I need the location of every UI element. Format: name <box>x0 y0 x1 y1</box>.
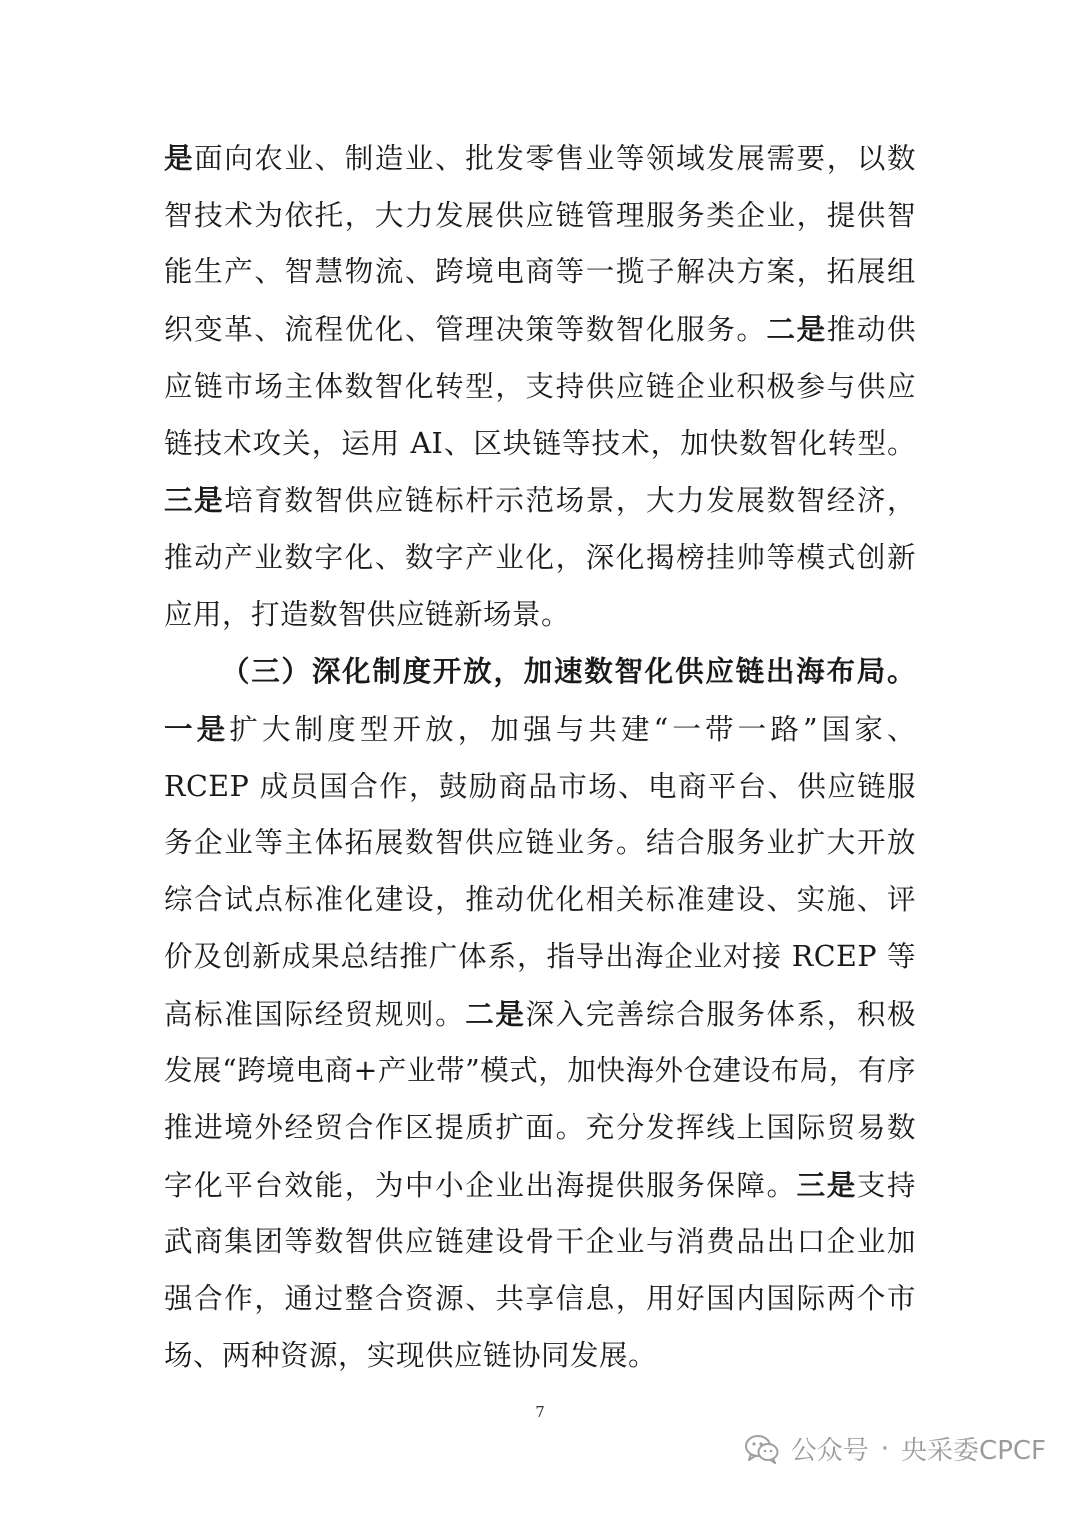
body-text <box>164 130 916 1384</box>
paragraph-digital-services <box>164 130 916 643</box>
text-run: 支持武商集团等数智供应链建设骨干企业与消费品出口企业加强合作，通过整合资源、共享信息，用好国内国际两个市场、两种资源，实现供应链协同发展。 <box>164 1168 916 1372</box>
text-run: 推动供应链市场主体数智化转型，支持供应链企业积极参与供应链技术攻关，运用 AI、区块链等技术，加快数智化转型。 <box>164 313 916 460</box>
watermark-label: 公众号 <box>790 1436 869 1466</box>
bold-lead-phrase: 三是 <box>796 1167 857 1202</box>
bold-lead-phrase: 二是 <box>465 996 526 1031</box>
watermark-separator: · <box>880 1433 890 1464</box>
bold-lead-phrase: 二是 <box>766 312 827 347</box>
bold-lead-phrase: 是 <box>164 141 195 175</box>
paragraph-section-three <box>164 643 916 1384</box>
text-run: 深入完善综合服务体系，积极发展“跨境电商+产业带”模式，加快海外仓建设布局，有序推进境外经贸合作区提质扩面。充分发挥线上国际贸易数字化平台效能，为中小企业出海提供服务保障。 <box>164 997 916 1202</box>
text-run: 培育数智供应链标杆示范场景，大力发展数智经济，推动产业数字化、数字产业化，深化揭榜挂帅等模式创新应用，打造数智供应链新场景。 <box>164 484 916 631</box>
text-run: 扩大制度型开放，加强与共建“一带一路”国家、RCEP 成员国合作，鼓励商品市场、电商平台、供应链服务企业等主体拓展数智供应链业务。结合服务业扩大开放综合试点标准化建设，推动优化相关标准建设、实施、评价及创新成果总结推广体系，指导出海企业对接 RCEP 等高标准国际经贸规则。 <box>164 713 916 1031</box>
wechat-watermark <box>745 1430 1046 1467</box>
page-number: 7 <box>535 1403 545 1421</box>
watermark-account: 央采委CPCF <box>901 1436 1046 1466</box>
wechat-icon <box>745 1434 779 1464</box>
bold-lead-phrase: 三是 <box>164 483 225 518</box>
bold-lead-phrase: （三）深化制度开放，加速数智化供应链出海布局。一是 <box>164 654 916 747</box>
text-run: 面向农业、制造业、批发零售业等领域发展需要，以数智技术为依托，大力发展供应链管理服务类企业，提供智能生产、智慧物流、跨境电商等一揽子解决方案，拓展组织变革、流程优化、管理决策等数智化服务。 <box>164 142 916 347</box>
